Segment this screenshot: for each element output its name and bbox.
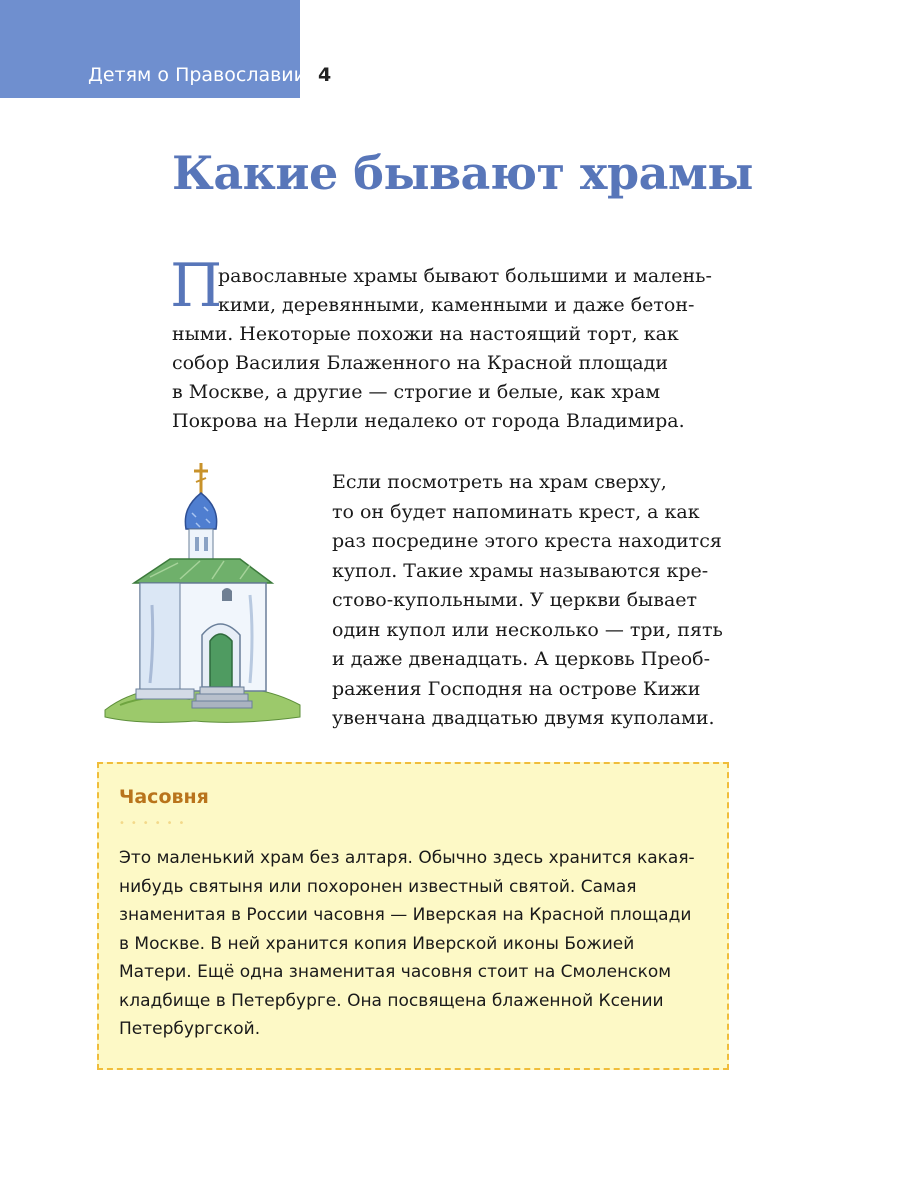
intro-line: Покрова на Нерли недалеко от города Владимира. — [172, 410, 685, 432]
page-number: 4 — [318, 64, 332, 86]
info-line: Петербургской. — [119, 1019, 261, 1039]
body-line: Если посмотреть на храм сверху, — [332, 471, 667, 493]
info-box-body — [119, 844, 719, 1044]
body-line: то он будет напоминать крест, а как — [332, 500, 700, 523]
intro-line: кими, деревянными, каменными и даже бетон- — [218, 294, 695, 316]
body-line: и даже двенадцать. А церковь Преоб- — [332, 648, 711, 670]
intro-paragraph — [170, 251, 732, 436]
chapel-illustration-icon — [100, 455, 305, 730]
body-line: один купол или несколько — три, пять — [332, 618, 723, 641]
drop-cap: П — [170, 251, 223, 321]
intro-line: равославные храмы бывают большими и малень- — [218, 265, 712, 287]
info-line: в Москве. В ней хранится копия Иверской иконы Божией — [119, 933, 635, 954]
chapel-info-box — [97, 762, 729, 1070]
info-line: кладбище в Петербурге. Она посвящена блаженной Ксении — [119, 990, 664, 1011]
body-line: купол. Такие храмы называются кре- — [332, 559, 709, 582]
info-line: Матери. Ещё одна знаменитая часовня стоит на Смоленском — [119, 962, 672, 982]
info-line: знаменитая в России часовня — Иверская на Красной площади — [119, 905, 692, 925]
info-box-divider: •••••• — [119, 818, 191, 829]
info-box-title: Часовня — [119, 786, 209, 808]
info-line: Это маленький храм без алтаря. Обычно здесь хранится какая- — [119, 848, 695, 868]
body-line: увенчана двадцатью двумя куполами. — [332, 707, 715, 729]
page-title: Какие бывают храмы — [172, 146, 753, 200]
series-title: Детям о Православии — [88, 64, 307, 86]
info-line: нибудь святыня или похоронен известный святой. Самая — [119, 876, 637, 897]
intro-line: ными. Некоторые похожи на настоящий торт, как — [172, 323, 679, 345]
body-line: ражения Господня на острове Кижи — [332, 677, 701, 700]
intro-line: в Москве, а другие — строгие и белые, как храм — [172, 381, 661, 403]
body-line: раз посредине этого креста находится — [332, 530, 722, 552]
intro-line: собор Василия Блаженного на Красной площади — [172, 352, 668, 374]
body-line: стово-купольными. У церкви бывает — [332, 589, 698, 611]
cross-dome-paragraph — [332, 468, 732, 734]
